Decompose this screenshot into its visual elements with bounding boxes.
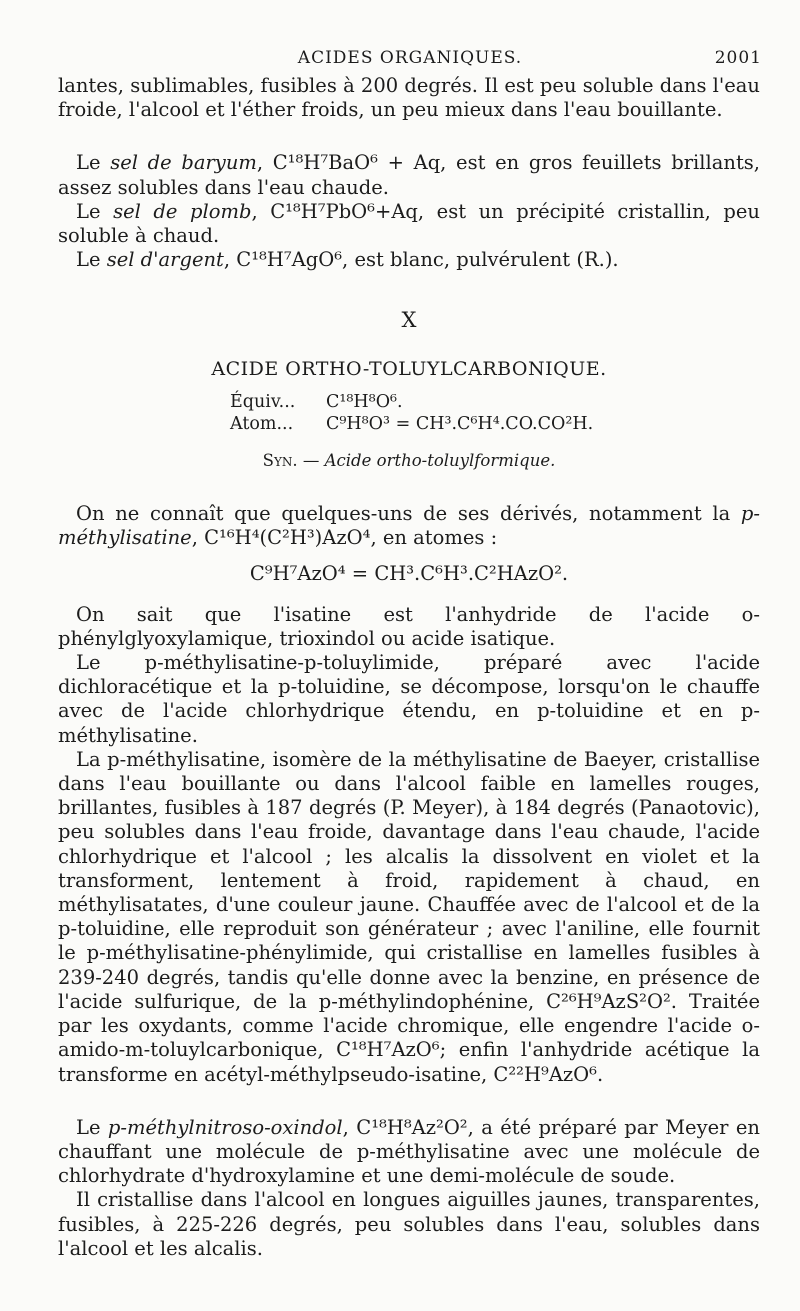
atom-label: Atom... [230,413,294,434]
paragraph-properties: La p-méthylisatine, isomère de la méthylisatine de Baeyer, cristallise dans l'eau bouillante ou dans l'alcool faible en lamelles rouges, brillantes, fusibles à 187 degrés (P. Meyer), à 184 degrés (Panaotovic), peu solubles dans l'eau froide, davantage dans l'eau chaude, l'acide chlorhydrique et l'alcool ; les alcalis la dissolvent en violet et la transforment, lentement à froid, rapidement à chaud, en méthylisatates, d'une couleur jaune. Chauffée avec de l'alcool et de la p-toluidine, elle reproduit son générateur ; avec l'aniline, elle fournit le p-méthylisatine-phénylimide, qui cristallise en lamelles fusibles à 239-240 degrés, tandis qu'elle donne avec la benzine, en présence de l'acide sulfurique, de la p-méthylindophénine, C²⁶H⁹AzS²O². Traitée par les oxydants, comme l'acide chromique, elle engendre l'acide o-amido-m-toluylcarbonique, C¹⁸H⁷AzO⁶; enfin l'anhydride acétique la transforme en acétyl-méthylpseudo-isatine, C²²H⁹AzO⁶. [58,747,760,1086]
paragraph-baryum-salt: Le sel de baryum, C¹⁸H⁷BaO⁶ + Aq, est en gros feuillets brillants, assez solubles dans l'eau chaude. [58,151,760,199]
equiv-label: Équiv... [230,391,296,412]
paragraph-nitroso-oxindol: Le p-méthylnitroso-oxindol, C¹⁸H⁸Az²O², a été préparé par Meyer en chauffant une molécule de p-méthylisatine avec une molécule de chlorhydrate d'hydroxylamine et une demi-molécule de soude. [58,1115,760,1188]
running-title: ACIDES ORGANIQUES. [297,48,523,68]
synonym-line: Syn. — Acide ortho-toluylformique. [262,450,556,470]
term-lead-salt: sel de plomb [113,199,252,223]
paragraph-isatine: On sait que l'isatine est l'anhydride de l'acide o-phénylglyoxylamique, trioxindol ou acide isatique. [58,602,760,650]
page-number: 2001 [714,48,762,68]
term-nitroso-oxindol: p-méthylnitroso-oxindol [107,1115,343,1139]
term-p-methylisatine: p-méthylisatine [58,502,760,550]
atom-row [230,413,760,435]
paragraph-silver-salt: Le sel d'argent, C¹⁸H⁷AgO⁶, est blanc, pulvérulent (R.). [76,248,619,272]
term-silver-salt: sel d'argent [106,248,224,272]
term-baryum-salt: sel de baryum [110,151,257,175]
atomic-formula: C⁹H⁷AzO⁴ = CH³.C⁶H³.C²HAzO². [249,562,569,586]
paragraph-continuation: lantes, sublimables, fusibles à 200 degrés. Il est peu soluble dans l'eau froide, l'alcool et l'éther froids, un peu mieux dans l'eau bouillante. [58,74,760,122]
page-body [58,74,760,1261]
section-number: X [401,308,417,333]
paragraph-crystallisation: Il cristallise dans l'alcool en longues aiguilles jaunes, transparentes, fusibles, à 225-226 degrés, peu solubles dans l'eau, solubles dans l'alcool et les alcalis. [58,1188,760,1260]
formula-block [230,391,760,435]
equiv-value: C¹⁸H⁸O⁶. [326,391,403,412]
equiv-row [230,391,760,413]
atom-value: C⁹H⁸O³ = CH³.C⁶H⁴.CO.CO²H. [326,413,594,434]
synonym-label: Syn. [262,450,298,470]
running-header [58,48,762,76]
chapter-title: ACIDE ORTHO-TOLUYLCARBONIQUE. [211,357,607,380]
paragraph-toluylimide: Le p-méthylisatine-p-toluylimide, préparé avec l'acide dichloracétique et la p-toluidine, se décompose, lorsqu'on le chauffe avec de l'acide chlorhydrique étendu, en p-toluidine et en p-méthylisatine. [58,651,760,747]
paragraph-lead-salt: Le sel de plomb, C¹⁸H⁷PbO⁶+Aq, est un précipité cristallin, peu soluble à chaud. [58,199,760,248]
paragraph-derivatives: On ne connaît que quelques-uns de ses dérivés, notamment la p-méthylisatine, C¹⁶H⁴(C²H³)AzO⁴, en atomes : [58,502,760,550]
synonym-value: Acide ortho-toluylformique. [324,450,556,470]
